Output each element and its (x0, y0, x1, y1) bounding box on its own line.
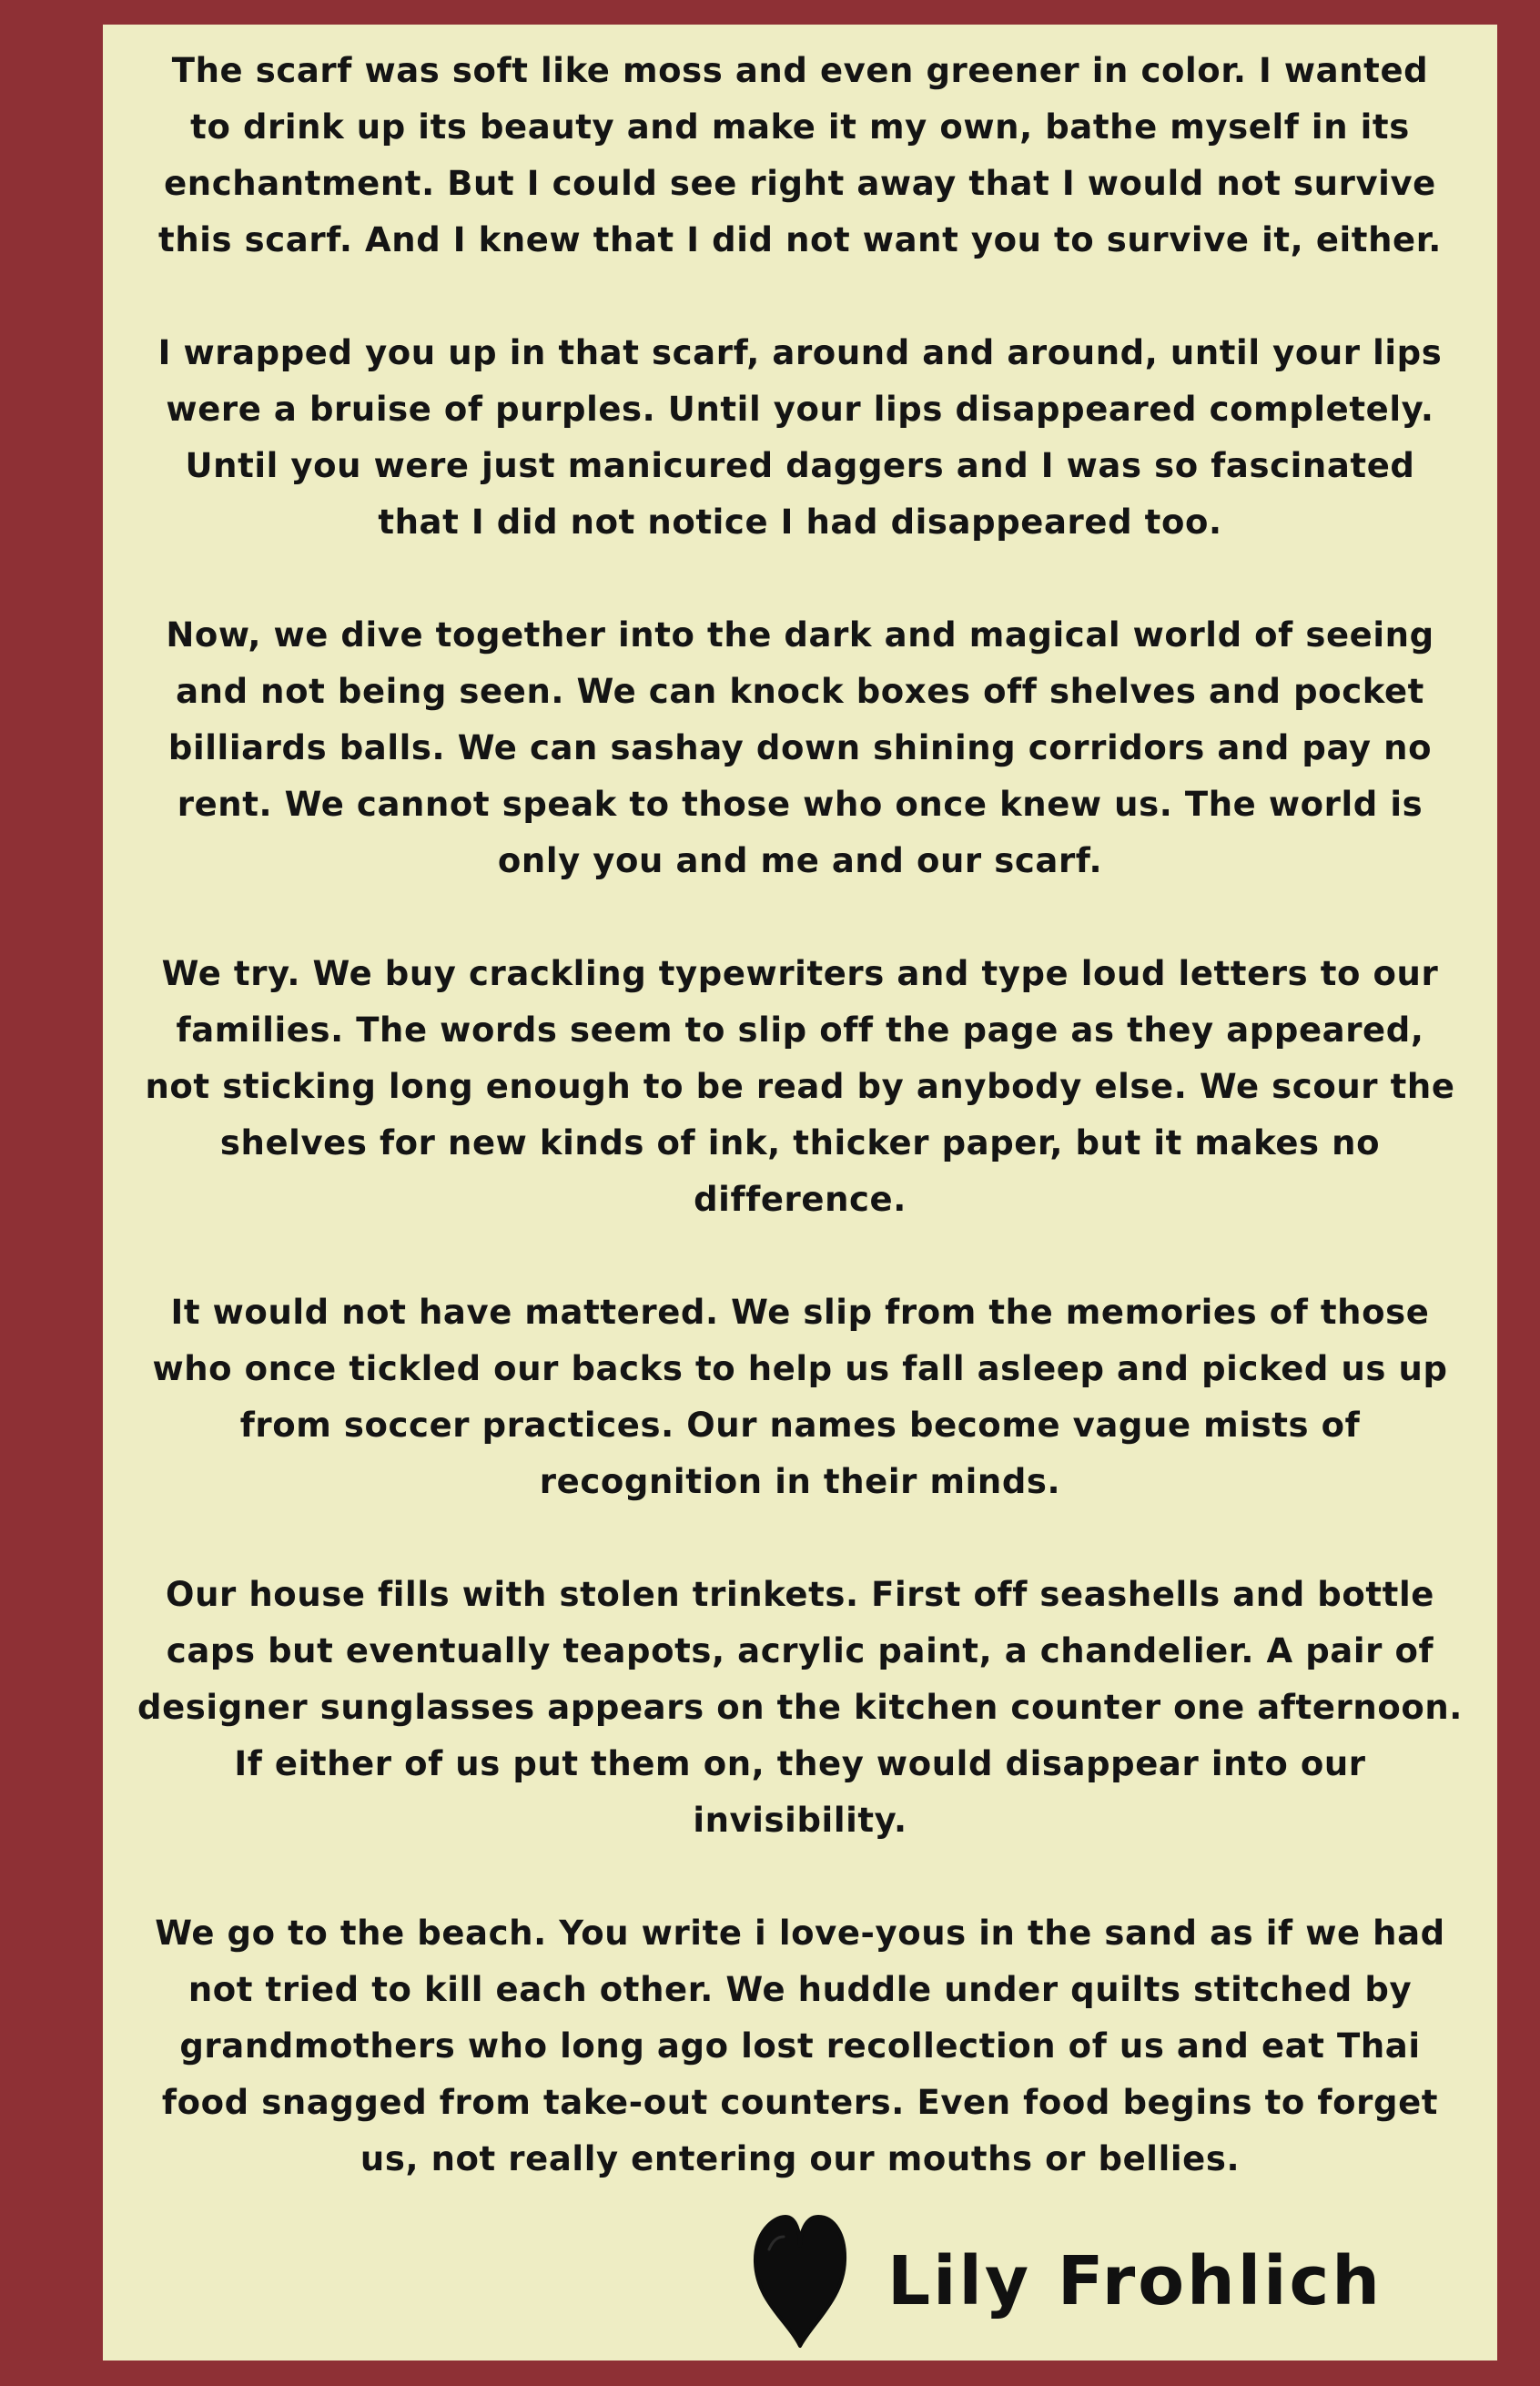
text-line: food snagged from take-out counters. Even food begins to forget (161, 2083, 1439, 2122)
text-line: this scarf. And I knew that I did not want you to survive it, either. (158, 220, 1442, 259)
text-line: If either of us put them on, they would disappear into our (234, 1744, 1366, 1783)
text-line: Now, we dive together into the dark and magical world of seeing (166, 615, 1434, 655)
text-line: I wrapped you up in that scarf, around and around, until your lips (157, 333, 1443, 372)
text-line: shelves for new kinds of ink, thicker paper, but it makes no (219, 1123, 1381, 1163)
text-line: that I did not notice I had disappeared too. (378, 503, 1222, 542)
text-line: It would not have mattered. We slip from the memories of those (170, 1293, 1430, 1332)
text-line: billiards balls. We can sashay down shining corridors and pay no (167, 728, 1433, 767)
text-line: caps but eventually teapots, acrylic paint, a chandelier. A pair of (166, 1631, 1434, 1670)
paragraph (103, 607, 1497, 889)
text-line: only you and me and our scarf. (497, 841, 1103, 880)
text-line: enchantment. But I could see right away that I would not survive (164, 164, 1436, 203)
text-line: Until you were just manicured daggers and I was so fascinated (185, 446, 1415, 485)
paragraph (103, 325, 1497, 551)
story-page (103, 25, 1497, 2361)
text-line: to drink up its beauty and make it my own, bathe myself in its (190, 107, 1410, 147)
author-name: Lily Frohlich (887, 2242, 1383, 2320)
text-line: We go to the beach. You write i love-yous in the sand as if we had (155, 1914, 1445, 1953)
text-line: designer sunglasses appears on the kitchen counter one afternoon. (137, 1688, 1463, 1727)
signature (751, 2213, 1461, 2350)
paragraph (103, 43, 1497, 269)
text-line: were a bruise of purples. Until your lips disappeared completely. (166, 390, 1434, 429)
text-line: not sticking long enough to be read by anybody else. We scour the (145, 1067, 1455, 1106)
text-line: recognition in their minds. (539, 1462, 1061, 1501)
paragraph (103, 1567, 1497, 1849)
text-line: who once tickled our backs to help us fall asleep and picked us up (152, 1349, 1448, 1388)
text-line: rent. We cannot speak to those who once knew us. The world is (177, 785, 1423, 824)
text-line: invisibility. (693, 1801, 907, 1840)
paragraph (103, 946, 1497, 1228)
text-line: families. The words seem to slip off the page as they appeared, (176, 1010, 1424, 1050)
text-line: grandmothers who long ago lost recollection of us and eat Thai (179, 2026, 1421, 2066)
text-line: The scarf was soft like moss and even greener in color. I wanted (171, 51, 1429, 90)
text-line: Our house fills with stolen trinkets. First off seashells and bottle (166, 1575, 1434, 1614)
paragraph (103, 1284, 1497, 1510)
text-line: difference. (694, 1180, 907, 1219)
text-line: not tried to kill each other. We huddle under quilts stitched by (187, 1970, 1413, 2009)
paragraph (103, 1905, 1497, 2188)
text-line: We try. We buy crackling typewriters and type loud letters to our (161, 954, 1439, 993)
story-text (103, 43, 1497, 2244)
text-line: from soccer practices. Our names become vague mists of (239, 1406, 1361, 1445)
heart-icon (751, 2213, 849, 2350)
text-line: and not being seen. We can knock boxes off shelves and pocket (176, 672, 1424, 711)
text-line: us, not really entering our mouths or bellies. (360, 2139, 1241, 2178)
